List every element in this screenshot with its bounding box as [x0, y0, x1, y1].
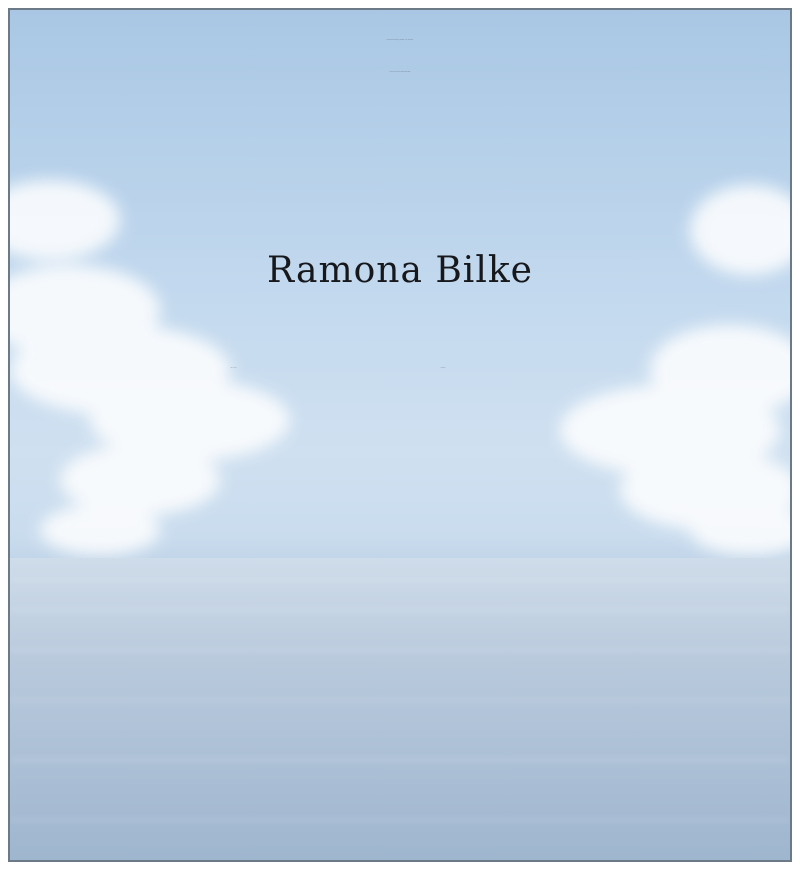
deceased-name: Ramona Bilke	[267, 250, 533, 291]
obituary-text	[10, 10, 790, 860]
birth-date: * 12.12.1957	[230, 368, 237, 369]
obituary-card	[8, 8, 792, 862]
quote-line-2: Aber die Liebe ist die größte unter ihnen.	[389, 72, 411, 73]
death-date: † 2.6.2016	[440, 368, 446, 369]
quote-line-1: Nun aber bleibt Glaube, Hoffnung, Liebe, diese drei:	[386, 40, 414, 41]
